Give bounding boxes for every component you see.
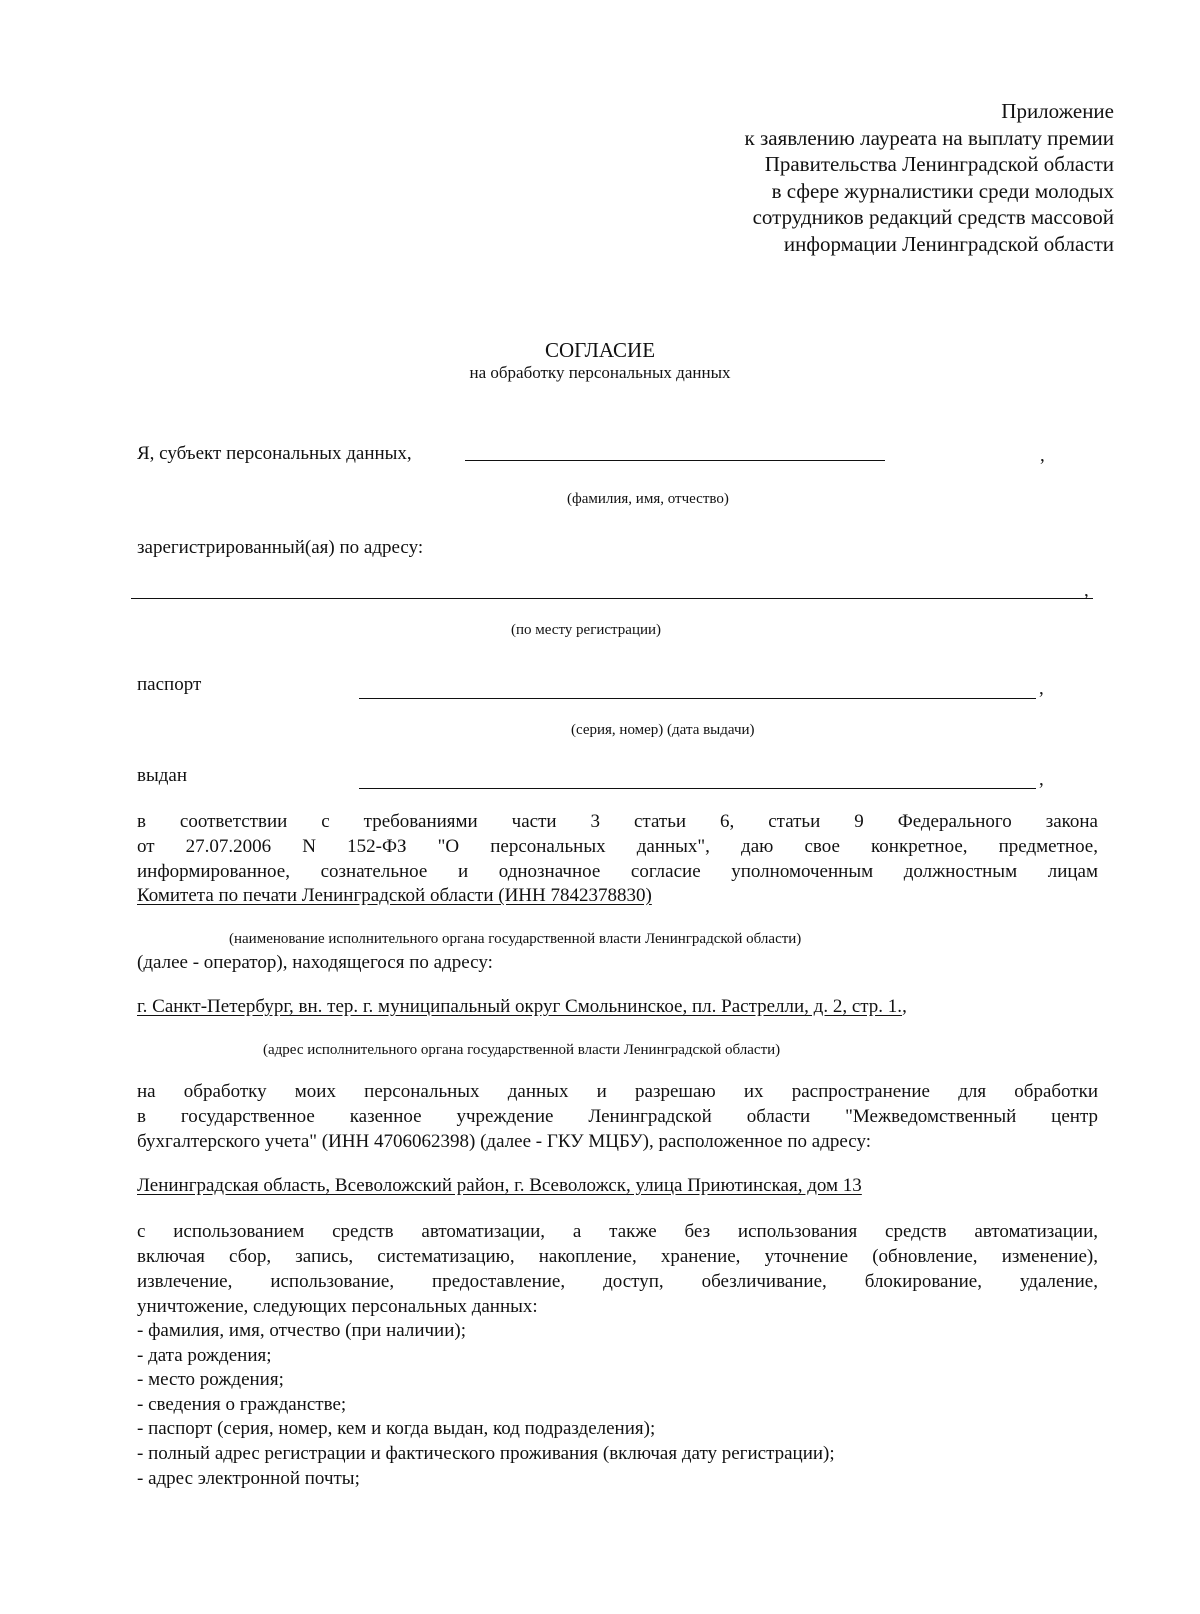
committee-name: Комитета по печати Ленинградской области (ИНН 7842378830) (137, 885, 652, 906)
committee-caption: (наименование исполнительного органа государственной власти Ленинградской области) (229, 931, 802, 947)
comma: , (1040, 445, 1045, 466)
body-line: бухгалтерского учета" (ИНН 4706062398) (далее - ГКУ МЦБУ), расположенное по адресу: (137, 1131, 871, 1152)
registration-caption: (по месту регистрации) (511, 622, 662, 638)
body-line: с использованием средств автоматизации, а также без использования средств автоматизации, (137, 1221, 1098, 1242)
passport-label: паспорт (137, 674, 202, 695)
document-title: СОГЛАСИЕ (544, 338, 656, 362)
comma: , (1039, 678, 1044, 699)
comma: , (1039, 769, 1044, 790)
body-line: от 27.07.2006 N 152-ФЗ "О персональных данных", даю свое конкретное, предметное, (137, 836, 1098, 857)
mcbu-address: Ленинградская область, Всеволожский район, г. Всеволожск, улица Приютинская, дом 13 (137, 1175, 862, 1196)
header-line: информации Ленинградской области (783, 231, 1114, 256)
operator-address-row (137, 995, 907, 1019)
address-label: зарегистрированный(ая) по адресу: (137, 537, 424, 558)
header-line: к заявлению лауреата на выплату премии (744, 125, 1114, 150)
list-item: - сведения о гражданстве; (137, 1393, 347, 1415)
operator-line: (далее - оператор), находящегося по адресу: (137, 952, 493, 973)
operator-address: г. Санкт-Петербург, вн. тер. г. муниципальный округ Смольнинское, пл. Растрелли, д. 2, стр. 1. (137, 996, 903, 1017)
body-line: в государственное казенное учреждение Ленинградской области "Межведомственный центр (137, 1106, 1098, 1127)
fio-input-line[interactable] (465, 460, 885, 461)
body-line: информированное, сознательное и однозначное согласие уполномоченным должностным лицам (137, 861, 1098, 882)
header-line: Приложение (1001, 99, 1114, 123)
comma: , (1084, 580, 1089, 601)
header-line: в сфере журналистики среди молодых (771, 178, 1114, 203)
body-line: на обработку моих персональных данных и разрешаю их распространение для обработки (137, 1081, 1098, 1102)
passport-input-line[interactable] (359, 698, 1036, 699)
list-item: - место рождения; (137, 1369, 284, 1391)
appendix-header (514, 98, 1114, 257)
list-item: - дата рождения; (137, 1344, 272, 1366)
list-item: - адрес электронной почты; (137, 1467, 360, 1489)
header-line: сотрудников редакций средств массовой (752, 205, 1114, 229)
header-line: Правительства Ленинградской области (764, 152, 1114, 176)
address-caption: (адрес исполнительного органа государственной власти Ленинградской области) (263, 1042, 781, 1058)
list-item: - полный адрес регистрации и фактического проживания (включая дату регистрации); (137, 1442, 835, 1464)
registration-input-line[interactable] (131, 598, 1093, 599)
personal-data-list (137, 1319, 835, 1491)
body-line: в соответствии с требованиями части 3 статьи 6, статьи 9 Федерального закона (137, 811, 1098, 832)
body-line: уничтожение, следующих персональных данных: (137, 1296, 538, 1317)
body-line: извлечение, использование, предоставление, доступ, обезличивание, блокирование, удаление, (137, 1271, 1098, 1292)
fio-caption: (фамилия, имя, отчество) (567, 491, 729, 507)
passport-caption: (серия, номер) (дата выдачи) (571, 722, 755, 738)
issued-input-line[interactable] (359, 788, 1036, 789)
list-item: - фамилия, имя, отчество (при наличии); (137, 1320, 467, 1341)
document-subtitle: на обработку персональных данных (469, 363, 731, 382)
issued-label: выдан (137, 765, 188, 786)
subject-label: Я, субъект персональных данных, (137, 443, 412, 464)
list-item: - паспорт (серия, номер, кем и когда выдан, код подразделения); (137, 1418, 656, 1440)
body-line: включая сбор, запись, систематизацию, накопление, хранение, уточнение (обновление, изменение), (137, 1246, 1098, 1267)
comma: , (902, 996, 907, 1017)
